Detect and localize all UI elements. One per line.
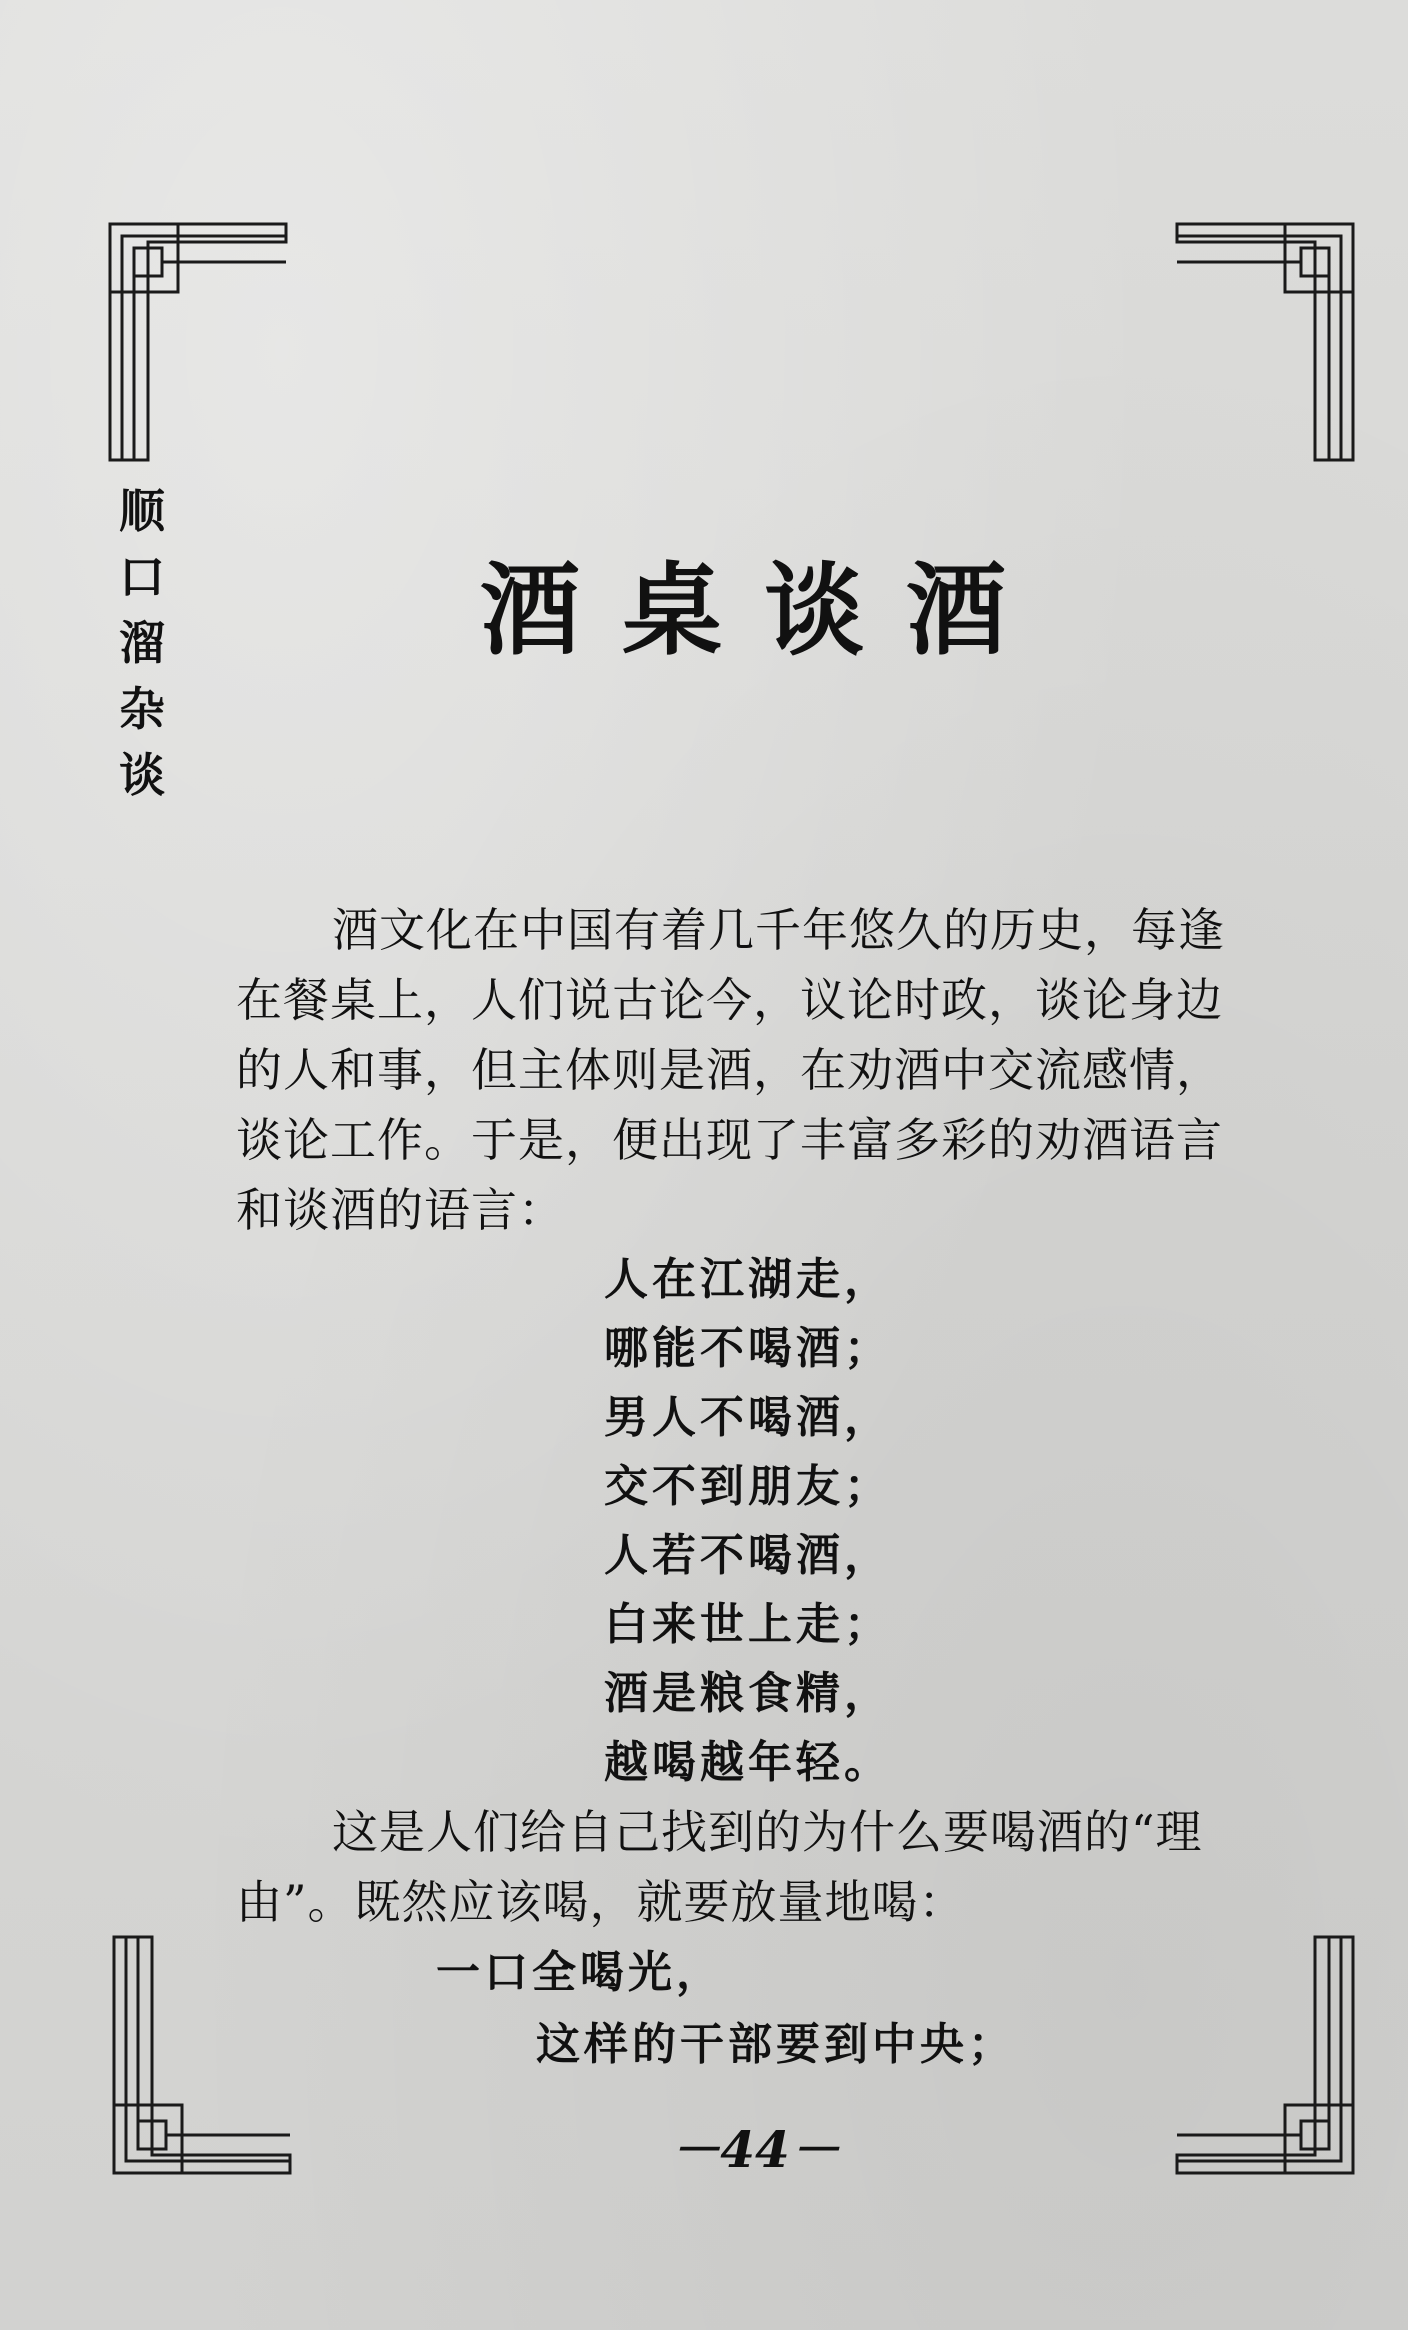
corner-ornament-top-left (108, 222, 288, 462)
verse-line: 人若不喝酒， (604, 1530, 892, 1581)
verse-line: 越喝越年轻。 (604, 1737, 892, 1788)
side-label-char: 口 (119, 550, 165, 604)
side-label-char: 谈 (119, 748, 165, 802)
paragraph-intro: 酒文化在中国有着几千年悠久的历史，每逢在餐桌上，人们说古论今，议论时政，谈论身边的人和事，但主体则是酒，在劝酒中交流感情，谈论工作。于是，便出现了丰富多彩的劝酒语言和谈酒的语言： (236, 903, 1225, 1237)
verse-line: 白来世上走； (604, 1599, 892, 1650)
verse-line: 男人不喝酒， (604, 1392, 892, 1443)
verse-line: 酒是粮食精， (604, 1668, 892, 1719)
side-label-char: 溜 (119, 616, 165, 670)
verse-line: 哪能不喝酒； (604, 1323, 892, 1374)
verse-line: 一口全喝光， (436, 1947, 724, 1998)
side-label-char: 顺 (119, 484, 165, 538)
corner-ornament-top-right (1175, 222, 1355, 462)
paragraph-reason: 这是人们给自己找到的为什么要喝酒的“理由”。既然应该喝，就要放量地喝： (236, 1805, 1203, 1929)
verse-block-2 (236, 1937, 1236, 2081)
article-body (236, 895, 1236, 2081)
article-title: 酒桌谈酒 (480, 551, 1048, 669)
verse-line: 交不到朋友； (604, 1461, 892, 1512)
side-label-char: 杂 (119, 682, 165, 736)
verse-line: 人在江湖走， (604, 1254, 892, 1305)
verse-block-1 (236, 1245, 1236, 1797)
verse-line: 这样的干部要到中央； (536, 2019, 1016, 2070)
page-number: －44－ (670, 2120, 840, 2179)
section-side-label (112, 478, 172, 808)
